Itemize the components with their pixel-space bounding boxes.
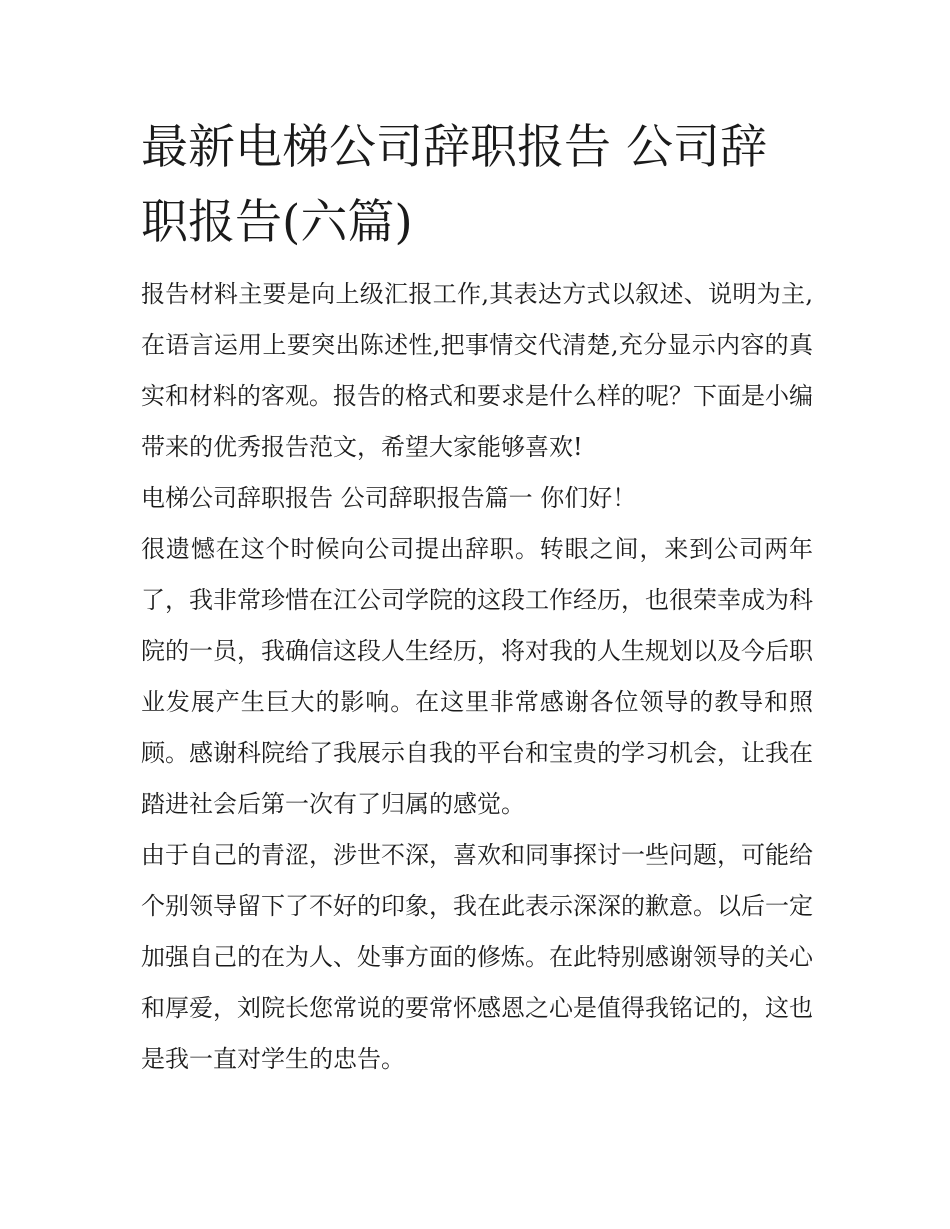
document-title: 最新电梯公司辞职报告 公司辞职报告(六篇) — [141, 120, 767, 250]
document-page — [141, 110, 813, 1085]
intro-paragraph: 报告材料主要是向上级汇报工作,其表达方式以叙述、说明为主,在语言运用上要突出陈述性,把事情交代清楚,充分显示内容的真实和材料的客观。报告的格式和要求是什么样的呢？下面是小编带来的优秀报告范文，希望大家能够喜欢! — [141, 280, 813, 461]
body-paragraph-2: 由于自己的青涩，涉世不深，喜欢和同事探讨一些问题，可能给个别领导留下了不好的印象，我在此表示深深的歉意。以后一定加强自己的在为人、处事方面的修炼。在此特别感谢领导的关心和厚爱，刘院长您常说的要常怀感恩之心是值得我铭记的，这也是我一直对学生的忠告。 — [141, 841, 813, 1073]
body-paragraph-1: 很遗憾在这个时候向公司提出辞职。转眼之间，来到公司两年了，我非常珍惜在江公司学院的这段工作经历，也很荣幸成为科院的一员，我确信这段人生经历，将对我的人生规划以及今后职业发展产生巨大的影响。在这里非常感谢各位领导的教导和照顾。感谢科院给了我展示自我的平台和宝贵的学习机会，让我在踏进社会后第一次有了归属的感觉。 — [141, 535, 813, 818]
section-heading-paragraph: 电梯公司辞职报告 公司辞职报告篇一 你们好！ — [141, 484, 637, 512]
